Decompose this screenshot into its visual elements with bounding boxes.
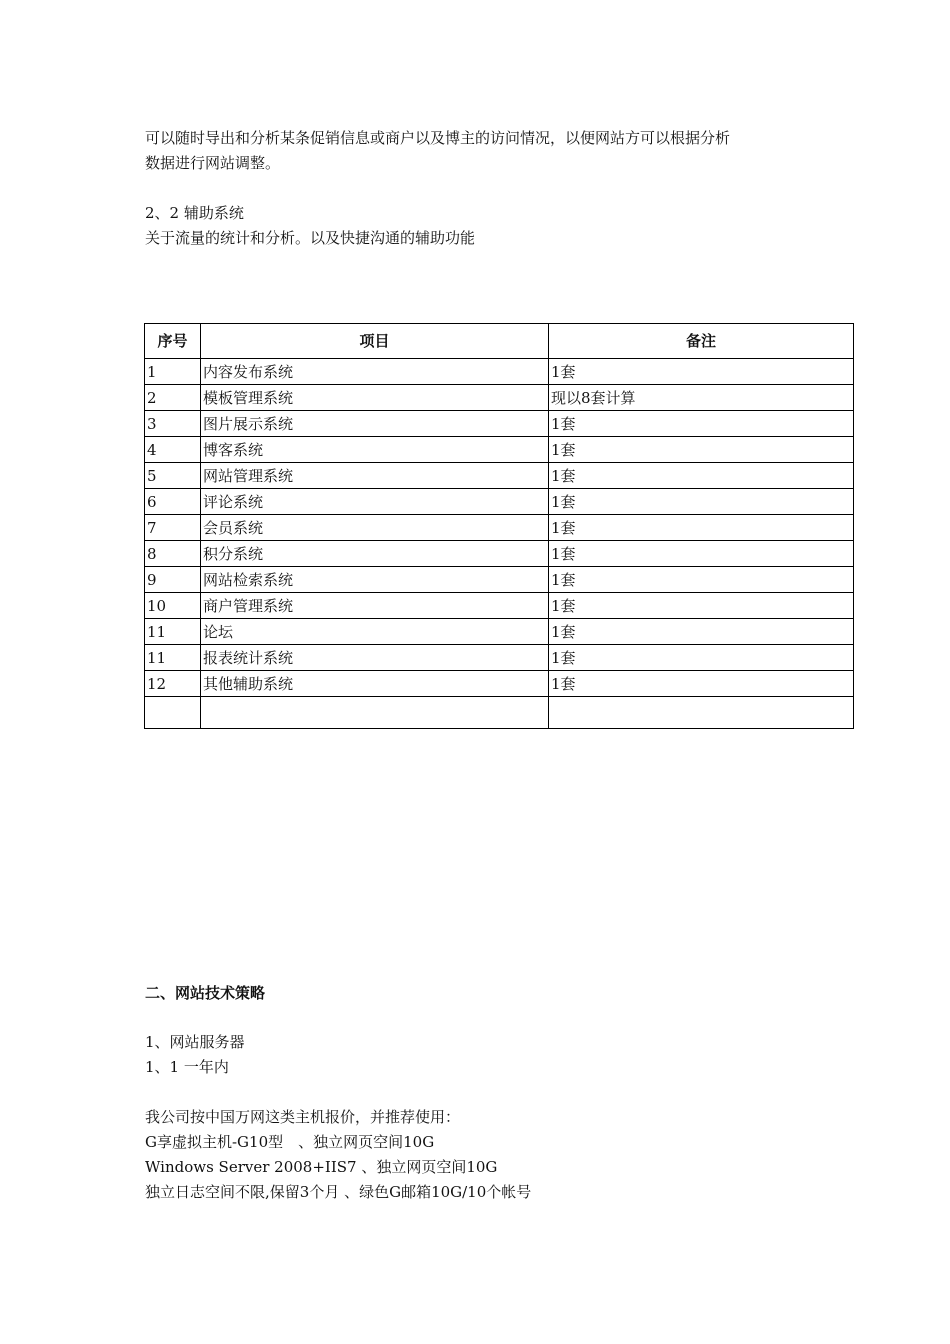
row-no [145, 697, 201, 729]
table-row [145, 489, 854, 515]
row-note: 1套 [549, 359, 854, 385]
row-no: 10 [145, 593, 201, 619]
row-item: 内容发布系统 [201, 359, 549, 385]
row-item: 论坛 [201, 619, 549, 645]
section-server-heading: 1、网站服务器 [145, 1033, 245, 1051]
table-row [145, 619, 854, 645]
row-item: 网站管理系统 [201, 463, 549, 489]
table-row [145, 411, 854, 437]
row-item: 报表统计系统 [201, 645, 549, 671]
row-no: 11 [145, 619, 201, 645]
row-item: 其他辅助系统 [201, 671, 549, 697]
hosting-para-line: G享虚拟主机-G10型 、独立网页空间10G [145, 1133, 435, 1151]
table-row [145, 437, 854, 463]
table-row-empty [145, 697, 854, 729]
table-row [145, 359, 854, 385]
row-note: 1套 [549, 645, 854, 671]
row-no: 6 [145, 489, 201, 515]
row-note: 1套 [549, 541, 854, 567]
row-no: 2 [145, 385, 201, 411]
row-note: 1套 [549, 489, 854, 515]
row-note: 1套 [549, 515, 854, 541]
row-item: 模板管理系统 [201, 385, 549, 411]
row-no: 5 [145, 463, 201, 489]
header-note: 备注 [549, 324, 854, 359]
row-no: 12 [145, 671, 201, 697]
row-no: 9 [145, 567, 201, 593]
section-one-year-heading: 1、1 一年内 [145, 1058, 229, 1076]
row-note: 1套 [549, 463, 854, 489]
row-note: 1套 [549, 437, 854, 463]
table-row [145, 593, 854, 619]
systems-table [144, 323, 854, 729]
row-item: 积分系统 [201, 541, 549, 567]
row-no: 11 [145, 645, 201, 671]
table-row [145, 463, 854, 489]
hosting-para-line: 我公司按中国万网这类主机报价，并推荐使用： [145, 1108, 461, 1126]
intro-line-1: 可以随时导出和分析某条促销信息或商户以及博主的访问情况，以便网站方可以根据分析 [145, 129, 731, 147]
hosting-para-line: 独立日志空间不限,保留3个月 、绿色G邮箱10G/10个帐号 [145, 1183, 532, 1201]
table-row [145, 385, 854, 411]
section-two-title: 二、网站技术策略 [145, 984, 266, 1002]
row-item: 网站检索系统 [201, 567, 549, 593]
row-note: 1套 [549, 593, 854, 619]
row-item: 图片展示系统 [201, 411, 549, 437]
row-no: 8 [145, 541, 201, 567]
hosting-para-line: Windows Server 2008+IIS7 、独立网页空间10G [145, 1158, 498, 1176]
row-note: 1套 [549, 567, 854, 593]
header-item: 项目 [201, 324, 549, 359]
table-row [145, 671, 854, 697]
row-note: 1套 [549, 411, 854, 437]
section-2-2-description: 关于流量的统计和分析。以及快捷沟通的辅助功能 [145, 229, 476, 247]
table-row [145, 541, 854, 567]
row-no: 4 [145, 437, 201, 463]
row-item: 商户管理系统 [201, 593, 549, 619]
row-note [549, 697, 854, 729]
row-note: 现以8套计算 [549, 385, 854, 411]
header-no: 序号 [145, 324, 201, 359]
row-no: 7 [145, 515, 201, 541]
row-note: 1套 [549, 671, 854, 697]
table-row [145, 515, 854, 541]
row-no: 3 [145, 411, 201, 437]
table-row [145, 645, 854, 671]
row-item [201, 697, 549, 729]
intro-line-2: 数据进行网站调整。 [145, 154, 281, 172]
section-2-2-heading: 2、2 辅助系统 [145, 204, 244, 222]
row-no: 1 [145, 359, 201, 385]
table-row [145, 567, 854, 593]
table-header-row [145, 324, 854, 359]
row-item: 会员系统 [201, 515, 549, 541]
row-item: 评论系统 [201, 489, 549, 515]
row-note: 1套 [549, 619, 854, 645]
row-item: 博客系统 [201, 437, 549, 463]
